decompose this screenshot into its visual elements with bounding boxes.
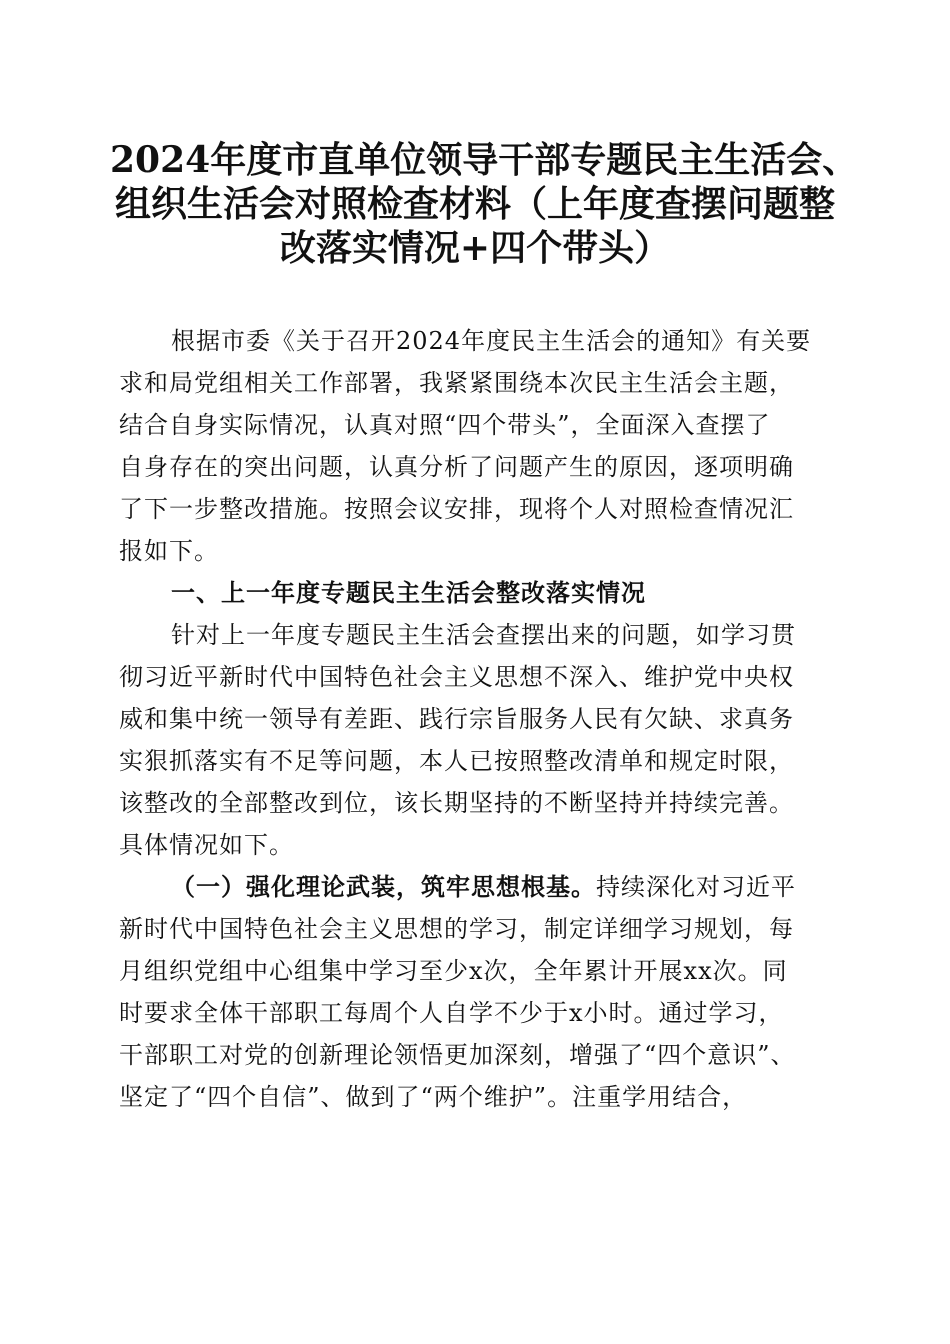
paragraph-line: 该整改的全部整改到位，该长期坚持的不断坚持并持续完善。	[119, 789, 794, 817]
paragraph-line: 针对上一年度专题民主生活会查摆出来的问题，如学习贯	[171, 621, 796, 649]
paragraph-line: 月组织党组中心组集中学习至少x次，全年累计开展xx次。同	[119, 957, 788, 985]
paragraph-line: 新时代中国特色社会主义思想的学习，制定详细学习规划，每	[119, 915, 794, 943]
paragraph-line: 彻习近平新时代中国特色社会主义思想不深入、维护党中央权	[119, 663, 794, 691]
title-line: 组织生活会对照检查材料（上年度查摆问题整	[114, 183, 835, 225]
title-line: 改落实情况+四个带头）	[279, 227, 671, 269]
section-heading: 一、上一年度专题民主生活会整改落实情况	[171, 579, 646, 607]
paragraph-line: 实狠抓落实有不足等问题，本人已按照整改清单和规定时限，	[119, 747, 794, 775]
document-title	[110, 138, 859, 270]
paragraph-line	[119, 866, 831, 908]
paragraph-text: 持续深化对习近平	[596, 873, 796, 901]
paragraph-line: 干部职工对党的创新理论领悟更加深刻，增强了“四个意识”、	[119, 1041, 796, 1069]
document-body	[119, 320, 831, 1118]
section1-paragraph	[119, 614, 831, 866]
paragraph-line: 自身存在的突出问题，认真分析了问题产生的原因，逐项明确	[119, 453, 794, 481]
paragraph-line: 坚定了“四个自信”、做到了“两个维护”。注重学用结合，	[119, 1083, 748, 1111]
paragraph-line: 了下一步整改措施。按照会议安排，现将个人对照检查情况汇	[119, 495, 794, 523]
subsection1-paragraph	[119, 866, 831, 1118]
paragraph-line: 威和集中统一领导有差距、践行宗旨服务人民有欠缺、求真务	[119, 705, 794, 733]
paragraph-line: 根据市委《关于召开2024年度民主生活会的通知》有关要	[171, 327, 812, 355]
paragraph-line: 时要求全体干部职工每周个人自学不少于x小时。通过学习，	[119, 999, 784, 1027]
paragraph-line: 结合自身实际情况，认真对照“四个带头”，全面深入查摆了	[119, 411, 771, 439]
paragraph-line: 报如下。	[119, 537, 219, 565]
intro-paragraph	[119, 320, 831, 572]
title-line: 2024年度市直单位领导干部专题民主生活会、	[110, 139, 859, 181]
paragraph-line: 求和局党组相关工作部署，我紧紧围绕本次民主生活会主题，	[119, 369, 794, 397]
paragraph-line: 具体情况如下。	[119, 831, 294, 859]
subsection-heading: （一）强化理论武装，筑牢思想根基。	[171, 872, 596, 901]
